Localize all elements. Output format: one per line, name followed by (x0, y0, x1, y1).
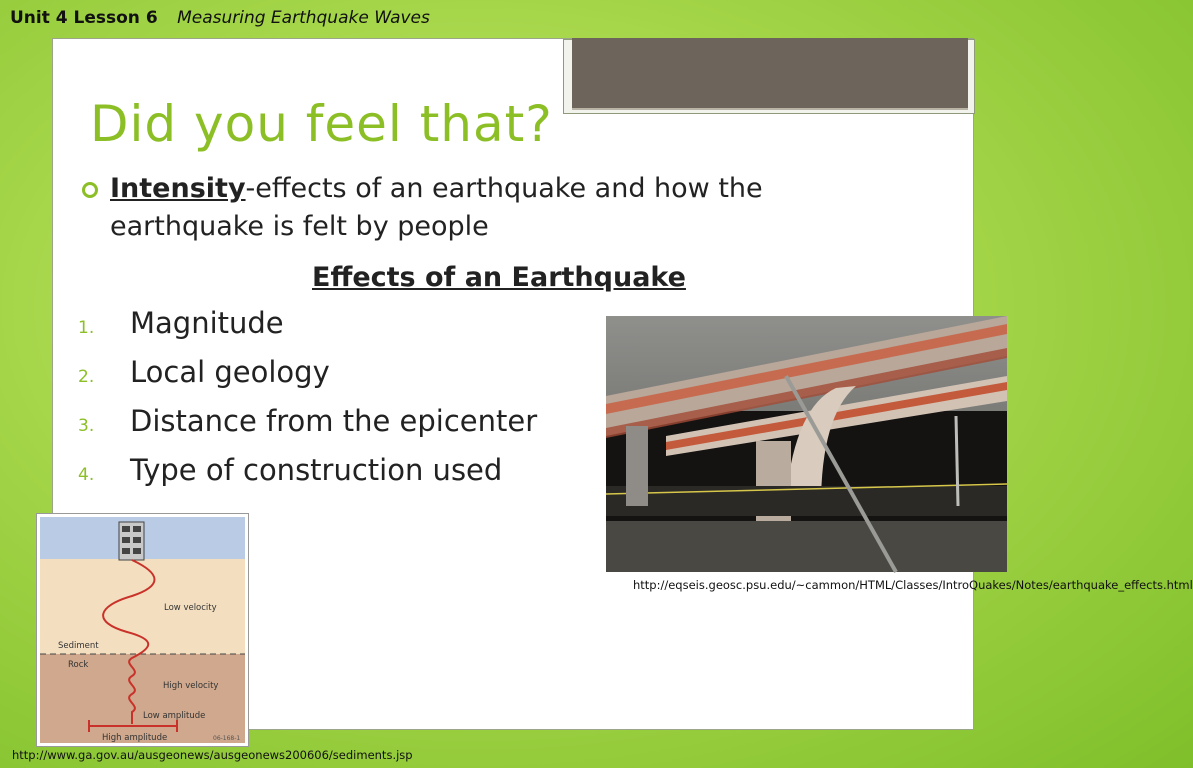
lesson-topic: Measuring Earthquake Waves (177, 8, 430, 28)
photo-source-link[interactable]: http://eqseis.geosc.psu.edu/~cammon/HTML/Classes/IntroQuakes/Notes/earthquake_effects.html (633, 578, 1193, 592)
earthquake-damage-photo (606, 316, 1007, 572)
list-text: Magnitude (130, 306, 284, 340)
list-item (78, 355, 537, 404)
list-number: 2. (78, 367, 95, 387)
list-item (78, 404, 537, 453)
list-item (78, 306, 537, 355)
intensity-term: Intensity (110, 173, 246, 204)
intensity-text: -effects of an earthquake and how the earthquake is felt by people (110, 173, 763, 242)
slide-header (10, 8, 430, 28)
list-number: 1. (78, 318, 95, 338)
building-icon (119, 522, 144, 560)
low-amplitude-label: Low amplitude (143, 711, 206, 721)
list-text: Local geology (130, 355, 330, 389)
unit-lesson-label: Unit 4 Lesson 6 (10, 8, 158, 28)
list-text: Distance from the epicenter (130, 404, 538, 438)
intensity-bullet (82, 170, 912, 246)
top-photo-frame (563, 39, 975, 114)
effects-heading: Effects of an Earthquake (312, 262, 686, 293)
list-text: Type of construction used (130, 453, 503, 487)
low-velocity-label: Low velocity (164, 603, 217, 613)
effects-list (78, 306, 537, 502)
circle-bullet-icon (82, 182, 98, 198)
top-photo (572, 38, 968, 110)
list-item (78, 453, 537, 502)
high-velocity-label: High velocity (163, 681, 219, 691)
wave-amplification-diagram (37, 514, 248, 746)
list-number: 4. (78, 465, 95, 485)
list-number: 3. (78, 416, 95, 436)
rock-label: Rock (68, 660, 89, 670)
high-amplitude-label: High amplitude (102, 733, 168, 743)
sediment-rock-diagram (36, 513, 249, 747)
figure-code: 06-168-1 (213, 735, 241, 742)
sediment-label: Sediment (58, 641, 99, 651)
slide-title: Did you feel that? (90, 95, 553, 153)
collapsed-structure-illustration (606, 316, 1007, 572)
diagram-source-link[interactable]: http://www.ga.gov.au/ausgeonews/ausgeonews200606/sediments.jsp (12, 748, 413, 762)
intensity-definition (110, 170, 912, 246)
